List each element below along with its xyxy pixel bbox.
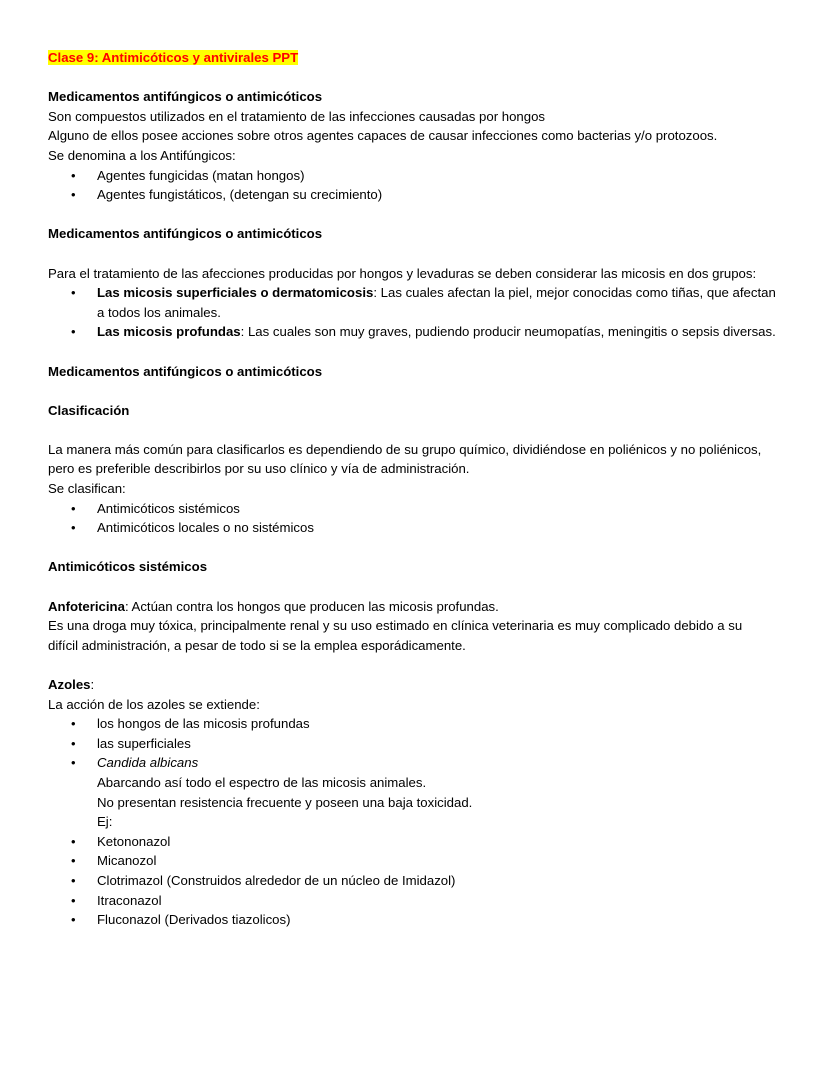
section2-heading: Medicamentos antifúngicos o antimicóticos xyxy=(48,226,323,242)
section2-intro: Para el tratamiento de las afecciones producidas por hongos y levaduras se deben considerar las micosis en dos grupos: xyxy=(48,265,757,281)
list-item xyxy=(48,322,788,342)
term-profundas: Las micosis profundas xyxy=(97,324,241,340)
list-item: • los hongos de las micosis profundas xyxy=(48,714,788,734)
azoles-cont2: No presentan resistencia frecuente y poseen una baja toxicidad. xyxy=(97,794,473,810)
term-azoles: Azoles xyxy=(48,677,91,692)
term-superficial-desc: : Las cuales afectan la piel, mejor conocidas como tiñas, que afectan xyxy=(373,285,776,301)
document-title: Clase 9: Antimicóticos y antivirales PPT xyxy=(48,50,299,65)
list-item: • Antimicóticos sistémicos xyxy=(48,499,788,519)
term-profundas-desc: : Las cuales son muy graves, pudiendo producir neumopatías, meningitis o sepsis diversas. xyxy=(240,324,776,340)
section4-heading: Antimicóticos sistémicos xyxy=(48,559,208,575)
section3-line3: Se clasifican: xyxy=(48,481,126,497)
azoles-intro: La acción de los azoles se extiende: xyxy=(48,696,260,712)
section3-heading: Medicamentos antifúngicos o antimicóticos xyxy=(48,363,323,379)
list-item: • Fluconazol (Derivados tiazolicos) xyxy=(48,910,788,930)
section1-line2: Alguno de ellos posee acciones sobre otros agentes capaces de causar infecciones como bacterias y/o protozoos. xyxy=(48,128,718,144)
list-item: • Clotrimazol (Construidos alrededor de un núcleo de Imidazol) xyxy=(48,871,788,891)
list-item xyxy=(48,753,788,773)
section1-line1: Son compuestos utilizados en el tratamiento de las infecciones causadas por hongos xyxy=(48,108,546,124)
section3-line1: La manera más común para clasificarlos es dependiendo de su grupo químico, dividiéndose en poliénicos y no poliénicos, xyxy=(48,441,762,457)
section2-list xyxy=(48,283,788,342)
list-item: • Antimicóticos locales o no sistémicos xyxy=(48,518,788,538)
candida-albicans: Candida albicans xyxy=(97,755,199,771)
list-item: • Micanozol xyxy=(48,851,788,871)
azoles-cont1: Abarcando así todo el espectro de las micosis animales. xyxy=(97,774,427,790)
title-line xyxy=(48,48,788,68)
section1-heading: Medicamentos antifúngicos o antimicóticos xyxy=(48,89,323,105)
term-anfotericina: Anfotericina xyxy=(48,598,125,614)
anfotericina-desc: : Actúan contra los hongos que producen las micosis profundas. xyxy=(124,598,499,614)
azoles-heading-line xyxy=(48,675,788,695)
section1-line3: Se denomina a los Antifúngicos: xyxy=(48,147,236,163)
list-item: • Agentes fungicidas (matan hongos) xyxy=(48,166,788,186)
examples-list xyxy=(48,832,788,930)
list-item xyxy=(48,283,788,322)
list-item: • las superficiales xyxy=(48,734,788,754)
anfotericina-line1 xyxy=(48,597,788,617)
azoles-list xyxy=(48,714,788,773)
azoles-colon: : xyxy=(90,677,95,692)
list-item: • Itraconazol xyxy=(48,891,788,911)
azoles-cont3: Ej: xyxy=(97,814,113,830)
anfotericina-line2: Es una droga muy tóxica, principalmente renal y su uso estimado en clínica veterinaria es muy complicado debido a su xyxy=(48,618,743,634)
list-item: • Ketononazol xyxy=(48,832,788,852)
term-superficial-cont: a todos los animales. xyxy=(97,304,221,320)
list-item: • Agentes fungistáticos, (detengan su crecimiento) xyxy=(48,185,788,205)
section3-subheading: Clasificación xyxy=(48,402,130,418)
term-superficial: Las micosis superficiales o dermatomicosis xyxy=(97,285,374,301)
section3-list xyxy=(48,499,788,538)
section1-list xyxy=(48,166,788,205)
section3-line2: pero es preferible describirlos por su uso clínico y vía de administración. xyxy=(48,461,470,477)
anfotericina-line3: difícil administración, a pesar de todo si se la emplea esporádicamente. xyxy=(48,637,466,653)
